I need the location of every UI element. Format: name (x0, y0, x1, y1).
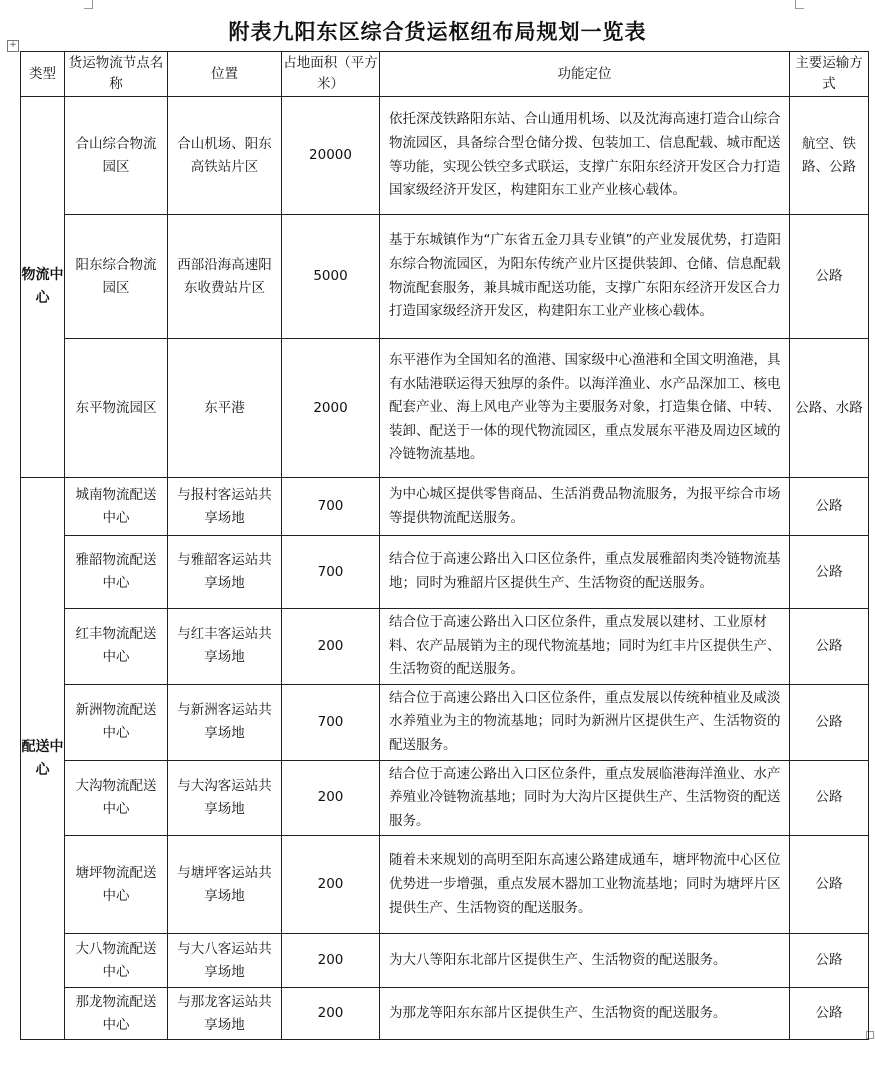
node-name: 红丰物流配送中心 (65, 609, 168, 685)
node-transport: 公路 (790, 536, 869, 609)
node-location: 与雅韶客运站共享场地 (168, 536, 282, 609)
header-function: 功能定位 (380, 52, 790, 97)
header-type: 类型 (21, 52, 65, 97)
node-transport: 公路 (790, 478, 869, 536)
node-function: 结合位于高速公路出入口区位条件，重点发展以建材、工业原材料、农产品展销为主的现代物流基地；同时为红丰片区提供生产、生活物资的配送服务。 (380, 609, 790, 685)
node-name: 东平物流园区 (65, 339, 168, 478)
node-location: 与红丰客运站共享场地 (168, 609, 282, 685)
node-area: 700 (282, 478, 380, 536)
node-area: 200 (282, 836, 380, 934)
freight-hub-table (20, 51, 869, 1040)
node-transport: 公路 (790, 988, 869, 1040)
table-row (21, 215, 869, 339)
table-row (21, 478, 869, 536)
node-location: 东平港 (168, 339, 282, 478)
table-row (21, 934, 869, 988)
node-name: 大八物流配送中心 (65, 934, 168, 988)
table-row (21, 836, 869, 934)
group-distribution-center: 配送中心 (21, 478, 65, 1040)
node-area: 700 (282, 536, 380, 609)
node-function: 结合位于高速公路出入口区位条件，重点发展临港海洋渔业、水产养殖业冷链物流基地；同时为大沟片区提供生产、生活物资的配送服务。 (380, 760, 790, 836)
node-function: 东平港作为全国知名的渔港、国家级中心渔港和全国文明渔港，具有水陆港联运得天独厚的条件。以海洋渔业、水产品深加工、核电配套产业、海上风电产业等为主要服务对象，打造集仓储、中转、装卸、配送于一体的现代物流园区，重点发展东平港及周边区域的冷链物流基地。 (380, 339, 790, 478)
node-name: 城南物流配送中心 (65, 478, 168, 536)
node-name: 新洲物流配送中心 (65, 684, 168, 760)
node-function: 基于东城镇作为“广东省五金刀具专业镇”的产业发展优势，打造阳东综合物流园区，为阳东传统产业片区提供装卸、仓储、信息配载物流配套服务，兼具城市配送功能，支撑广东阳东经济开发区合力打造国家级经济开发区，构建阳东工业产业核心载体。 (380, 215, 790, 339)
node-location: 西部沿海高速阳东收费站片区 (168, 215, 282, 339)
table-header-row (21, 52, 869, 97)
node-function: 依托深茂铁路阳东站、合山通用机场、以及沈海高速打造合山综合物流园区，具备综合型仓储分拨、包装加工、信息配载、城市配送等功能，实现公铁空多式联运，支撑广东阳东经济开发区合力打造国家级经济开发区，构建阳东工业产业核心载体。 (380, 97, 790, 215)
page-corner-mark-left (84, 0, 93, 9)
node-location: 与大八客运站共享场地 (168, 934, 282, 988)
node-name: 雅韶物流配送中心 (65, 536, 168, 609)
node-name: 那龙物流配送中心 (65, 988, 168, 1040)
document-title: 附表九阳东区综合货运枢纽布局规划一览表 (228, 20, 647, 44)
node-location: 与那龙客运站共享场地 (168, 988, 282, 1040)
node-area: 700 (282, 684, 380, 760)
node-function: 结合位于高速公路出入口区位条件，重点发展以传统种植业及咸淡水养殖业为主的物流基地；同时为新洲片区提供生产、生活物资的配送服务。 (380, 684, 790, 760)
node-name: 大沟物流配送中心 (65, 760, 168, 836)
node-area: 20000 (282, 97, 380, 215)
node-area: 200 (282, 609, 380, 685)
node-function: 随着未来规划的高明至阳东高速公路建成通车，塘坪物流中心区位优势进一步增强，重点发展木器加工业物流基地；同时为塘坪片区提供生产、生活物资的配送服务。 (380, 836, 790, 934)
header-location: 位置 (168, 52, 282, 97)
header-transport: 主要运输方式 (790, 52, 869, 97)
node-area: 2000 (282, 339, 380, 478)
node-transport: 公路 (790, 684, 869, 760)
node-location: 与报村客运站共享场地 (168, 478, 282, 536)
node-function: 为大八等阳东北部片区提供生产、生活物资的配送服务。 (380, 934, 790, 988)
table-row (21, 97, 869, 215)
node-transport: 公路 (790, 836, 869, 934)
node-transport: 航空、铁路、公路 (790, 97, 869, 215)
node-area: 200 (282, 760, 380, 836)
node-area: 200 (282, 988, 380, 1040)
node-transport: 公路 (790, 760, 869, 836)
node-transport: 公路 (790, 215, 869, 339)
group-logistics-center: 物流中心 (21, 97, 65, 478)
node-transport: 公路、水路 (790, 339, 869, 478)
node-name: 合山综合物流园区 (65, 97, 168, 215)
page-corner-mark-right (795, 0, 804, 9)
node-location: 与塘坪客运站共享场地 (168, 836, 282, 934)
table-row (21, 536, 869, 609)
node-location: 与大沟客运站共享场地 (168, 760, 282, 836)
node-location: 合山机场、阳东高铁站片区 (168, 97, 282, 215)
node-location: 与新洲客运站共享场地 (168, 684, 282, 760)
table-row (21, 339, 869, 478)
node-transport: 公路 (790, 609, 869, 685)
node-name: 塘坪物流配送中心 (65, 836, 168, 934)
table-row (21, 609, 869, 685)
node-name: 阳东综合物流园区 (65, 215, 168, 339)
header-area: 占地面积（平方米） (282, 52, 380, 97)
node-transport: 公路 (790, 934, 869, 988)
node-function: 结合位于高速公路出入口区位条件，重点发展雅韶肉类冷链物流基地；同时为雅韶片区提供生产、生活物资的配送服务。 (380, 536, 790, 609)
node-function: 为那龙等阳东东部片区提供生产、生活物资的配送服务。 (380, 988, 790, 1040)
table-row (21, 760, 869, 836)
node-area: 5000 (282, 215, 380, 339)
header-name: 货运物流节点名称 (65, 52, 168, 97)
table-row (21, 684, 869, 760)
node-function: 为中心城区提供零售商品、生活消费品物流服务，为报平综合市场等提供物流配送服务。 (380, 478, 790, 536)
table-row (21, 988, 869, 1040)
table-move-handle-icon[interactable]: + (7, 40, 19, 52)
node-area: 200 (282, 934, 380, 988)
